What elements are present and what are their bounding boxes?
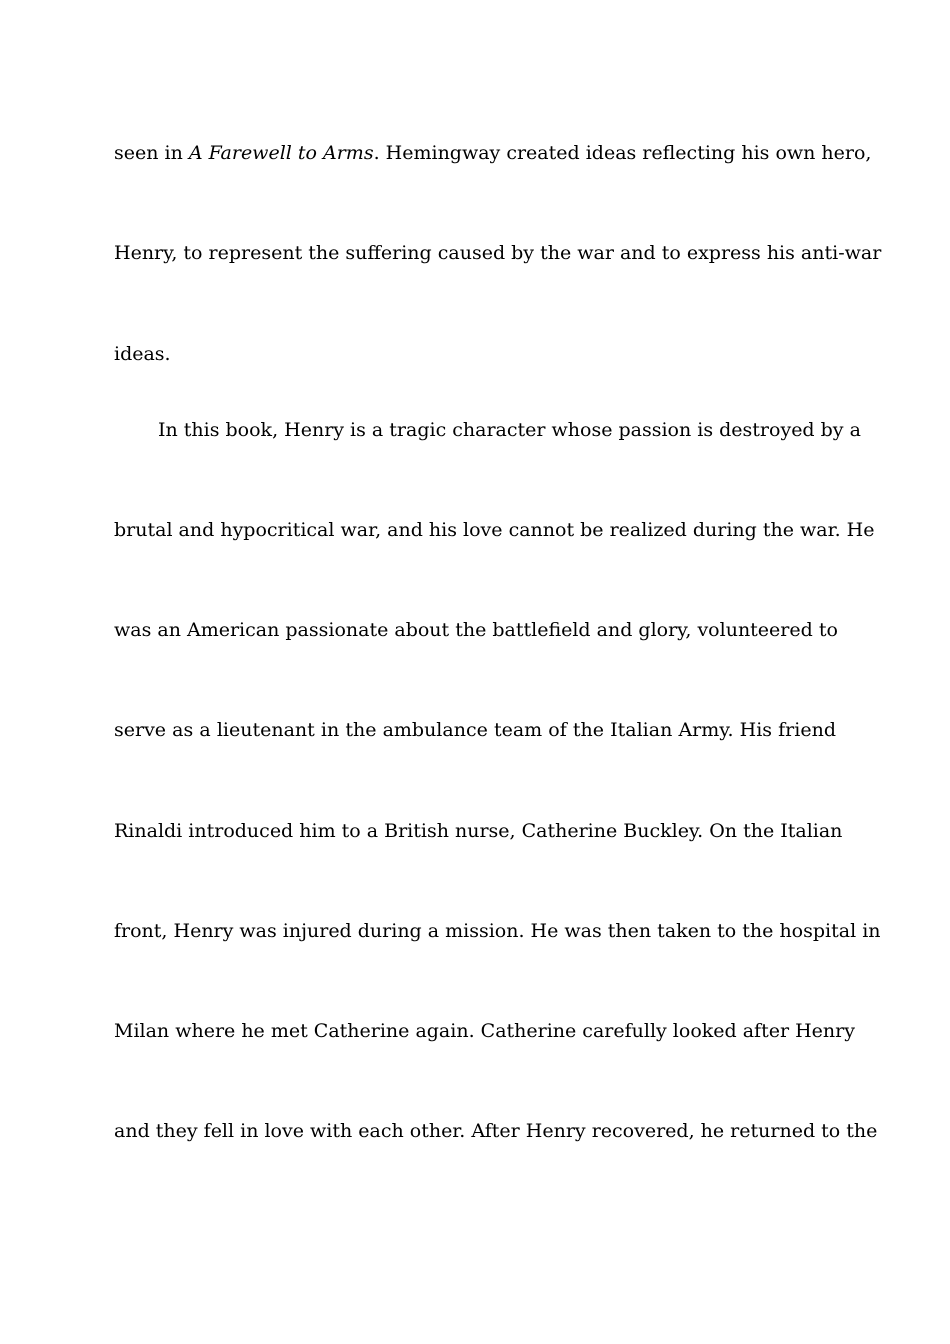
paragraph-2-line-8: and they fell in love with each other. After Henry recovered, he returned to the <box>114 1120 878 1142</box>
paragraph-2-line-6: front, Henry was injured during a mission. He was then taken to the hospital in <box>114 920 881 942</box>
book-title: A Farewell to Arms <box>188 142 374 164</box>
paragraph-1-line-3: ideas. <box>114 343 171 365</box>
paragraph-2-line-3: was an American passionate about the battlefield and glory, volunteered to <box>114 619 838 641</box>
paragraph-2-line-1: In this book, Henry is a tragic character whose passion is destroyed by a <box>158 419 861 441</box>
paragraph-2-line-4: serve as a lieutenant in the ambulance team of the Italian Army. His friend <box>114 719 836 741</box>
paragraph-2-line-2: brutal and hypocritical war, and his love cannot be realized during the war. He <box>114 519 875 541</box>
text-fragment: seen in <box>114 142 189 164</box>
paragraph-1-line-1 <box>114 140 872 166</box>
paragraph-2-line-5: Rinaldi introduced him to a British nurse, Catherine Buckley. On the Italian <box>114 820 843 842</box>
paragraph-1-line-2: Henry, to represent the suffering caused by the war and to express his anti-war <box>114 242 882 264</box>
paragraph-2-line-7: Milan where he met Catherine again. Catherine carefully looked after Henry <box>114 1020 855 1042</box>
text-fragment: . Hemingway created ideas reflecting his own hero, <box>373 142 872 164</box>
